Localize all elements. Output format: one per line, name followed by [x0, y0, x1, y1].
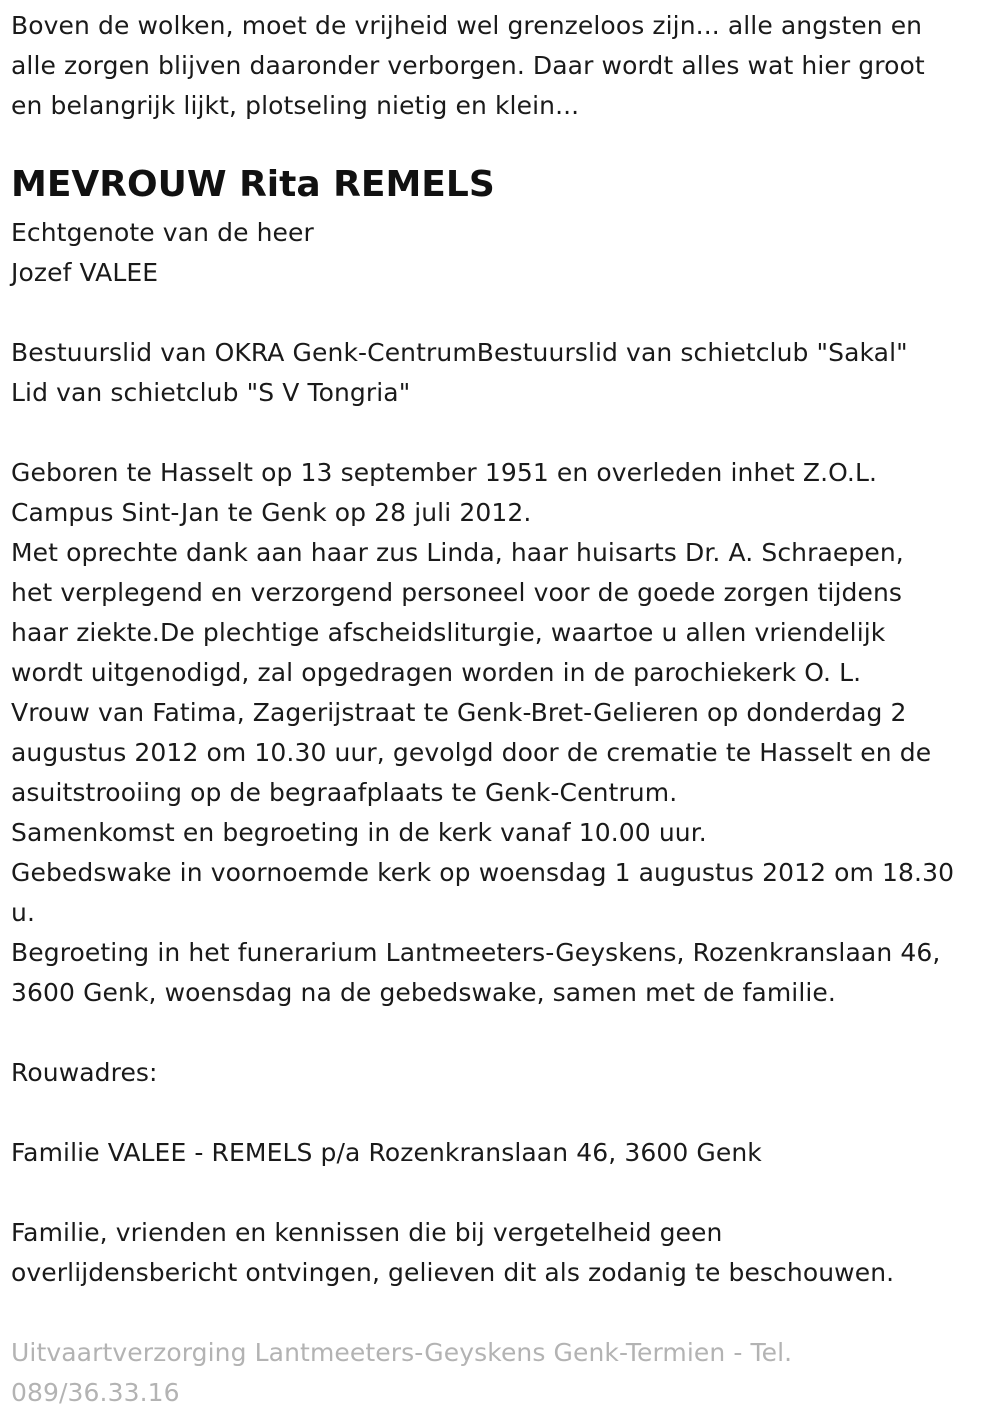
poem-line: alle zorgen blijven daaronder verborgen. Daar wordt alles wat hier groot: [11, 51, 925, 80]
details-line: Begroeting in het funerarium Lantmeeters-Geyskens, Rozenkranslaan 46,: [11, 938, 941, 967]
poem-line: en belangrijk lijkt, plotseling nietig en klein...: [11, 91, 580, 120]
details-line: Geboren te Hasselt op 13 september 1951 en overleden inhet Z.O.L.: [11, 458, 878, 487]
details-line: augustus 2012 om 10.30 uur, gevolgd door de crematie te Hasselt en de: [11, 738, 932, 767]
details-line: u.: [11, 898, 35, 927]
details-line: Met oprechte dank aan haar zus Linda, haar huisarts Dr. A. Schraepen,: [11, 538, 904, 567]
details-line: Vrouw van Fatima, Zagerijstraat te Genk-Bret-Gelieren op donderdag 2: [11, 698, 907, 727]
details-line: Campus Sint-Jan te Genk op 28 juli 2012.: [11, 498, 532, 527]
funeral-director-phone: 089/36.33.16: [11, 1378, 180, 1407]
closing-line: overlijdensbericht ontvingen, gelieven dit als zodanig te beschouwen.: [11, 1258, 895, 1287]
membership-line: Lid van schietclub "S V Tongria": [11, 378, 411, 407]
details-line: 3600 Genk, woensdag na de gebedswake, samen met de familie.: [11, 978, 836, 1007]
details-line: wordt uitgenodigd, zal opgedragen worden in de parochiekerk O. L.: [11, 658, 862, 687]
closing-line: Familie, vrienden en kennissen die bij vergetelheid geen: [11, 1218, 723, 1247]
details-line: Samenkomst en begroeting in de kerk vanaf 10.00 uur.: [11, 818, 707, 847]
details-line: Gebedswake in voornoemde kerk op woensdag 1 augustus 2012 om 18.30: [11, 858, 955, 887]
spouse-line: Echtgenote van de heer: [11, 218, 314, 247]
spouse-line: Jozef VALEE: [11, 258, 159, 287]
details-line: asuitstrooiing op de begraafplaats te Genk-Centrum.: [11, 778, 678, 807]
details-line: het verplegend en verzorgend personeel voor de goede zorgen tijdens: [11, 578, 903, 607]
deceased-name: MEVROUW Rita REMELS: [11, 164, 495, 205]
poem-line: Boven de wolken, moet de vrijheid wel grenzeloos zijn... alle angsten en: [11, 11, 923, 40]
address-label: Rouwadres:: [11, 1058, 158, 1087]
funeral-director-line: Uitvaartverzorging Lantmeeters-Geyskens Genk-Termien - Tel.: [11, 1338, 793, 1367]
membership-line: Bestuurslid van OKRA Genk-CentrumBestuurslid van schietclub "Sakal": [11, 338, 908, 367]
mourning-address: Familie VALEE - REMELS p/a Rozenkranslaan 46, 3600 Genk: [11, 1138, 762, 1167]
details-line: haar ziekte.De plechtige afscheidsliturgie, waartoe u allen vriendelijk: [11, 618, 886, 647]
